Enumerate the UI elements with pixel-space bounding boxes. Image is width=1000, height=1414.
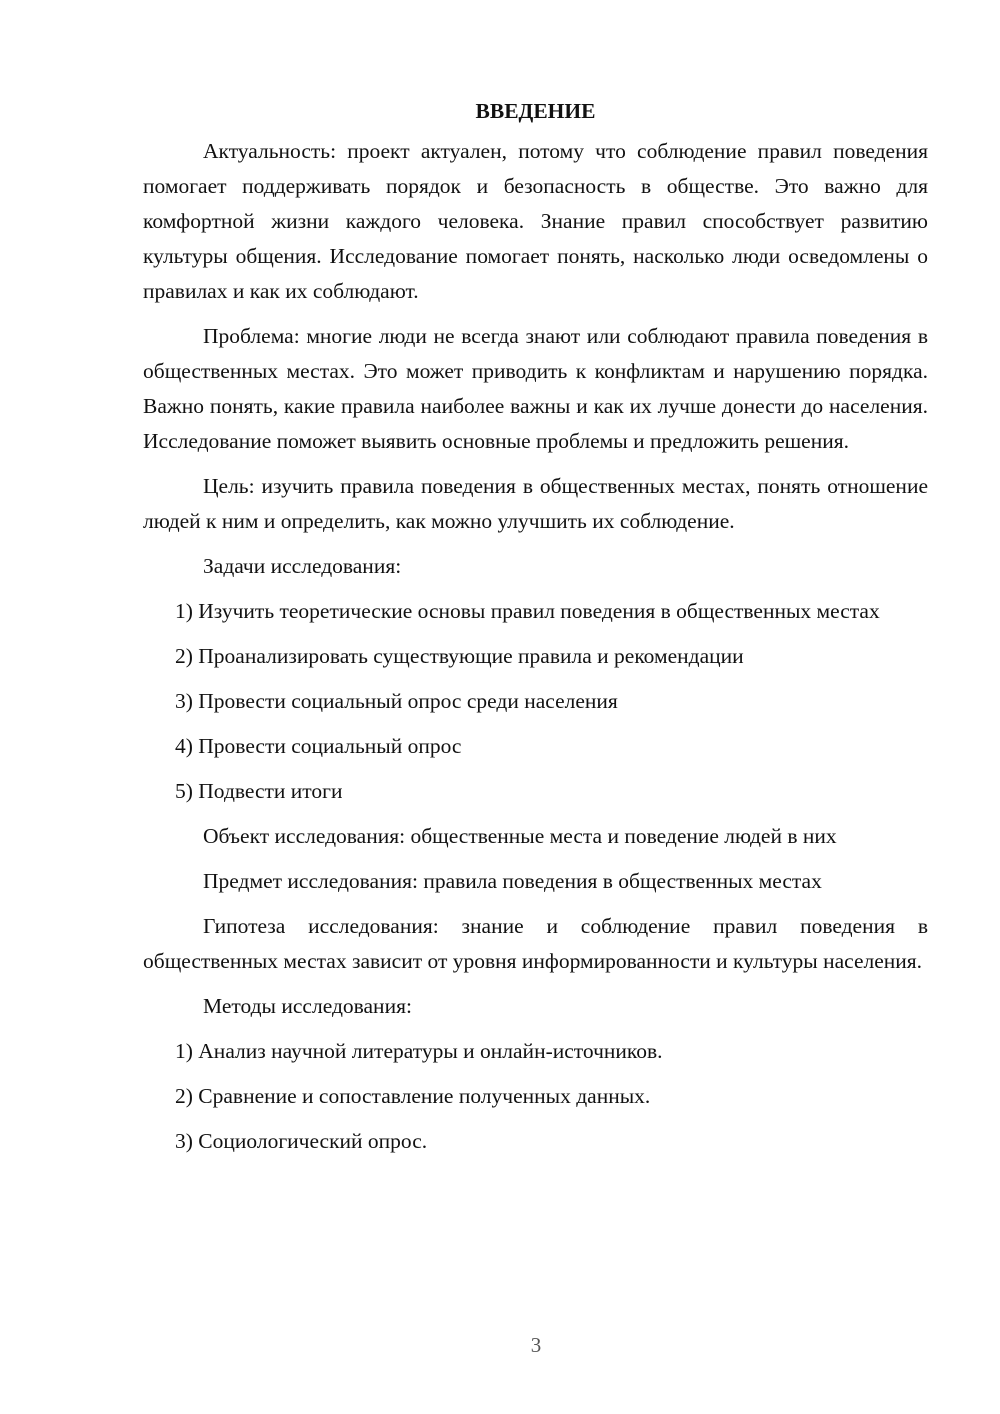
task-item: 5) Подвести итоги: [175, 779, 343, 803]
relevance-paragraph: Актуальность: проект актуален, потому что соблюдение правил поведения помогает поддерживать порядок и безопасность в обществе. Это важно для комфортной жизни каждого человека. Знание правил способствует развитию культуры общения. Исследование помогает понять, насколько люди осведомлены о правилах и как их соблюдают.: [143, 139, 928, 303]
methods-heading: Методы исследования:: [203, 994, 412, 1018]
method-item: 2) Сравнение и сопоставление полученных данных.: [175, 1084, 651, 1108]
subject-line: Предмет исследования: правила поведения в общественных местах: [203, 869, 822, 893]
task-item: 1) Изучить теоретические основы правил поведения в общественных местах: [175, 599, 880, 623]
object-line: Объект исследования: общественные места и поведение людей в них: [203, 824, 837, 848]
method-item: 1) Анализ научной литературы и онлайн-источников.: [175, 1039, 663, 1063]
method-item: 3) Социологический опрос.: [175, 1129, 428, 1153]
task-item: 2) Проанализировать существующие правила и рекомендации: [175, 644, 744, 668]
tasks-heading: Задачи исследования:: [203, 554, 402, 578]
section-title: ВВЕДЕНИЕ: [475, 99, 596, 123]
problem-paragraph: Проблема: многие люди не всегда знают или соблюдают правила поведения в общественных местах. Это может приводить к конфликтам и нарушению порядка. Важно понять, какие правила наиболее важны и как их лучше донести до населения. Исследование поможет выявить основные проблемы и предложить решения.: [143, 324, 928, 453]
document-page: [143, 96, 928, 1169]
goal-paragraph: Цель: изучить правила поведения в общественных местах, понять отношение людей к ним и определить, как можно улучшить их соблюдение.: [143, 474, 928, 533]
task-item: 4) Провести социальный опрос: [175, 734, 462, 758]
hypothesis-paragraph: Гипотеза исследования: знание и соблюдение правил поведения в общественных местах зависит от уровня информированности и культуры населения.: [143, 914, 928, 973]
page-number: 3: [530, 1333, 542, 1357]
task-item: 3) Провести социальный опрос среди населения: [175, 689, 618, 713]
